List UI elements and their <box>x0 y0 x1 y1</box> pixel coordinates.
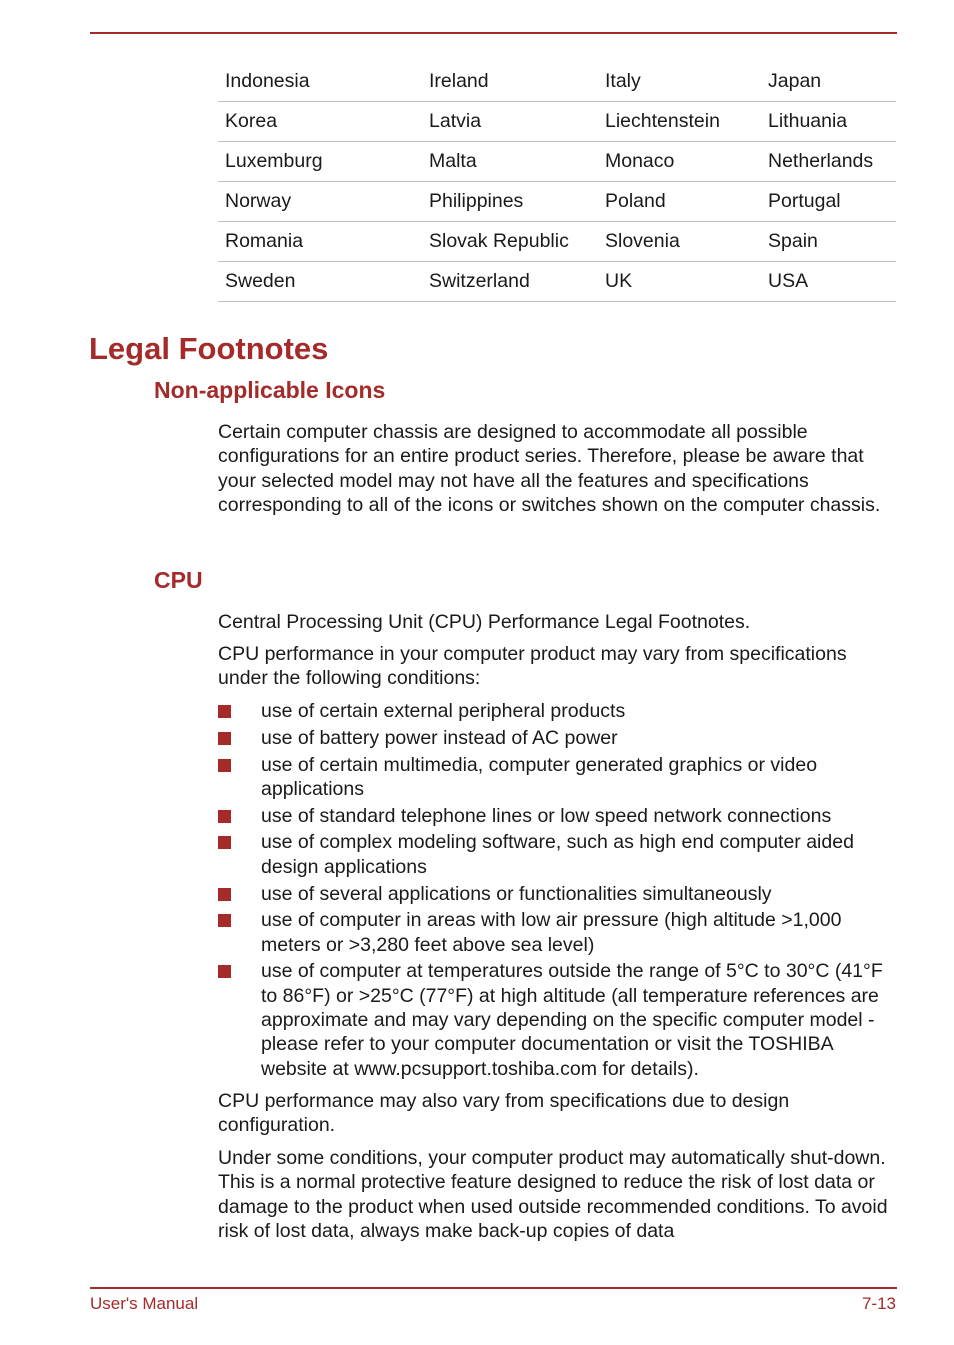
table-row <box>218 182 896 222</box>
table-cell: Luxemburg <box>218 142 422 182</box>
table-cell: Switzerland <box>422 262 598 302</box>
table-cell: Monaco <box>598 142 761 182</box>
list-item <box>218 908 898 957</box>
list-item <box>218 830 898 879</box>
bullet-square-icon <box>218 810 231 823</box>
bullet-square-icon <box>218 836 231 849</box>
cpu-conditions-list <box>218 699 898 1083</box>
section-title: Legal Footnotes <box>89 331 329 366</box>
list-item <box>218 804 898 828</box>
table-cell: Poland <box>598 182 761 222</box>
table-cell: Portugal <box>761 182 896 222</box>
table-row <box>218 142 896 182</box>
list-item-text: use of complex modeling software, such as high end computer aided design applications <box>261 831 854 878</box>
footer-manual-title: User's Manual <box>90 1294 199 1313</box>
table-cell: Lithuania <box>761 102 896 142</box>
table-cell: Philippines <box>422 182 598 222</box>
bullet-square-icon <box>218 759 231 772</box>
table-cell: Latvia <box>422 102 598 142</box>
table-cell: Indonesia <box>218 62 422 102</box>
list-item <box>218 699 898 723</box>
list-item <box>218 882 898 906</box>
list-item <box>218 959 898 1080</box>
cpu-intro-text: Central Processing Unit (CPU) Performance Legal Footnotes. <box>218 611 751 633</box>
cpu-design-config-text: CPU performance may also vary from specifications due to design configuration. <box>218 1090 790 1137</box>
table-row <box>218 262 896 302</box>
table-cell: Italy <box>598 62 761 102</box>
bullet-square-icon <box>218 914 231 927</box>
table-cell: UK <box>598 262 761 302</box>
table-cell: Sweden <box>218 262 422 302</box>
cpu-lead-text: CPU performance in your computer product may vary from specifications under the following conditions: <box>218 643 847 690</box>
list-item-text: use of several applications or functionalities simultaneously <box>261 882 772 905</box>
table-row <box>218 62 896 102</box>
cpu-shutdown-text: Under some conditions, your computer product may automatically shut-down. This is a normal protective feature designed to reduce the risk of lost data or damage to the product when used outside recommended conditions. To avoid risk of lost data, always make back-up copies of data <box>218 1147 888 1242</box>
table-cell: Korea <box>218 102 422 142</box>
footer-rule <box>90 1287 897 1289</box>
table-row <box>218 222 896 262</box>
table-cell: Slovak Republic <box>422 222 598 262</box>
table-cell: Ireland <box>422 62 598 102</box>
bullet-square-icon <box>218 705 231 718</box>
table-cell: Malta <box>422 142 598 182</box>
table-cell: Japan <box>761 62 896 102</box>
table-row <box>218 102 896 142</box>
non-applicable-icons-heading: Non-applicable Icons <box>154 377 386 403</box>
list-item-text: use of computer at temperatures outside the range of 5°C to 30°C (41°F to 86°F) or >25°C (77°F) at high altitude (all temperature references are approximate and may vary depending on the specific computer model - please refer to your computer documentation or visit the TOSHIBA website at www.pcsupport.toshiba.com for details). <box>261 960 883 1080</box>
footer-page-number: 7-13 <box>861 1294 896 1313</box>
table-cell: Slovenia <box>598 222 761 262</box>
table-cell: Netherlands <box>761 142 896 182</box>
table-cell: USA <box>761 262 896 302</box>
list-item-text: use of battery power instead of AC power <box>261 726 618 749</box>
list-item-text: use of standard telephone lines or low speed network connections <box>261 804 832 827</box>
list-item <box>218 753 898 802</box>
bullet-square-icon <box>218 888 231 901</box>
bullet-square-icon <box>218 732 231 745</box>
bullet-square-icon <box>218 965 231 978</box>
cpu-heading: CPU <box>154 567 203 593</box>
list-item <box>218 726 898 750</box>
list-item-text: use of certain multimedia, computer generated graphics or video applications <box>261 753 818 800</box>
header-rule <box>90 32 897 34</box>
list-item-text: use of certain external peripheral products <box>261 700 626 722</box>
non-applicable-icons-text: Certain computer chassis are designed to accommodate all possible configurations for an entire product series. Therefore, please be aware that your selected model may not have all the features and specifications corresponding to all of the icons or switches shown on the computer chassis. <box>218 421 881 516</box>
table-cell: Romania <box>218 222 422 262</box>
list-item-text: use of computer in areas with low air pressure (high altitude >1,000 meters or >3,280 feet above sea level) <box>261 909 842 956</box>
table-cell: Liechtenstein <box>598 102 761 142</box>
table-cell: Norway <box>218 182 422 222</box>
countries-table <box>218 62 896 302</box>
table-cell: Spain <box>761 222 896 262</box>
